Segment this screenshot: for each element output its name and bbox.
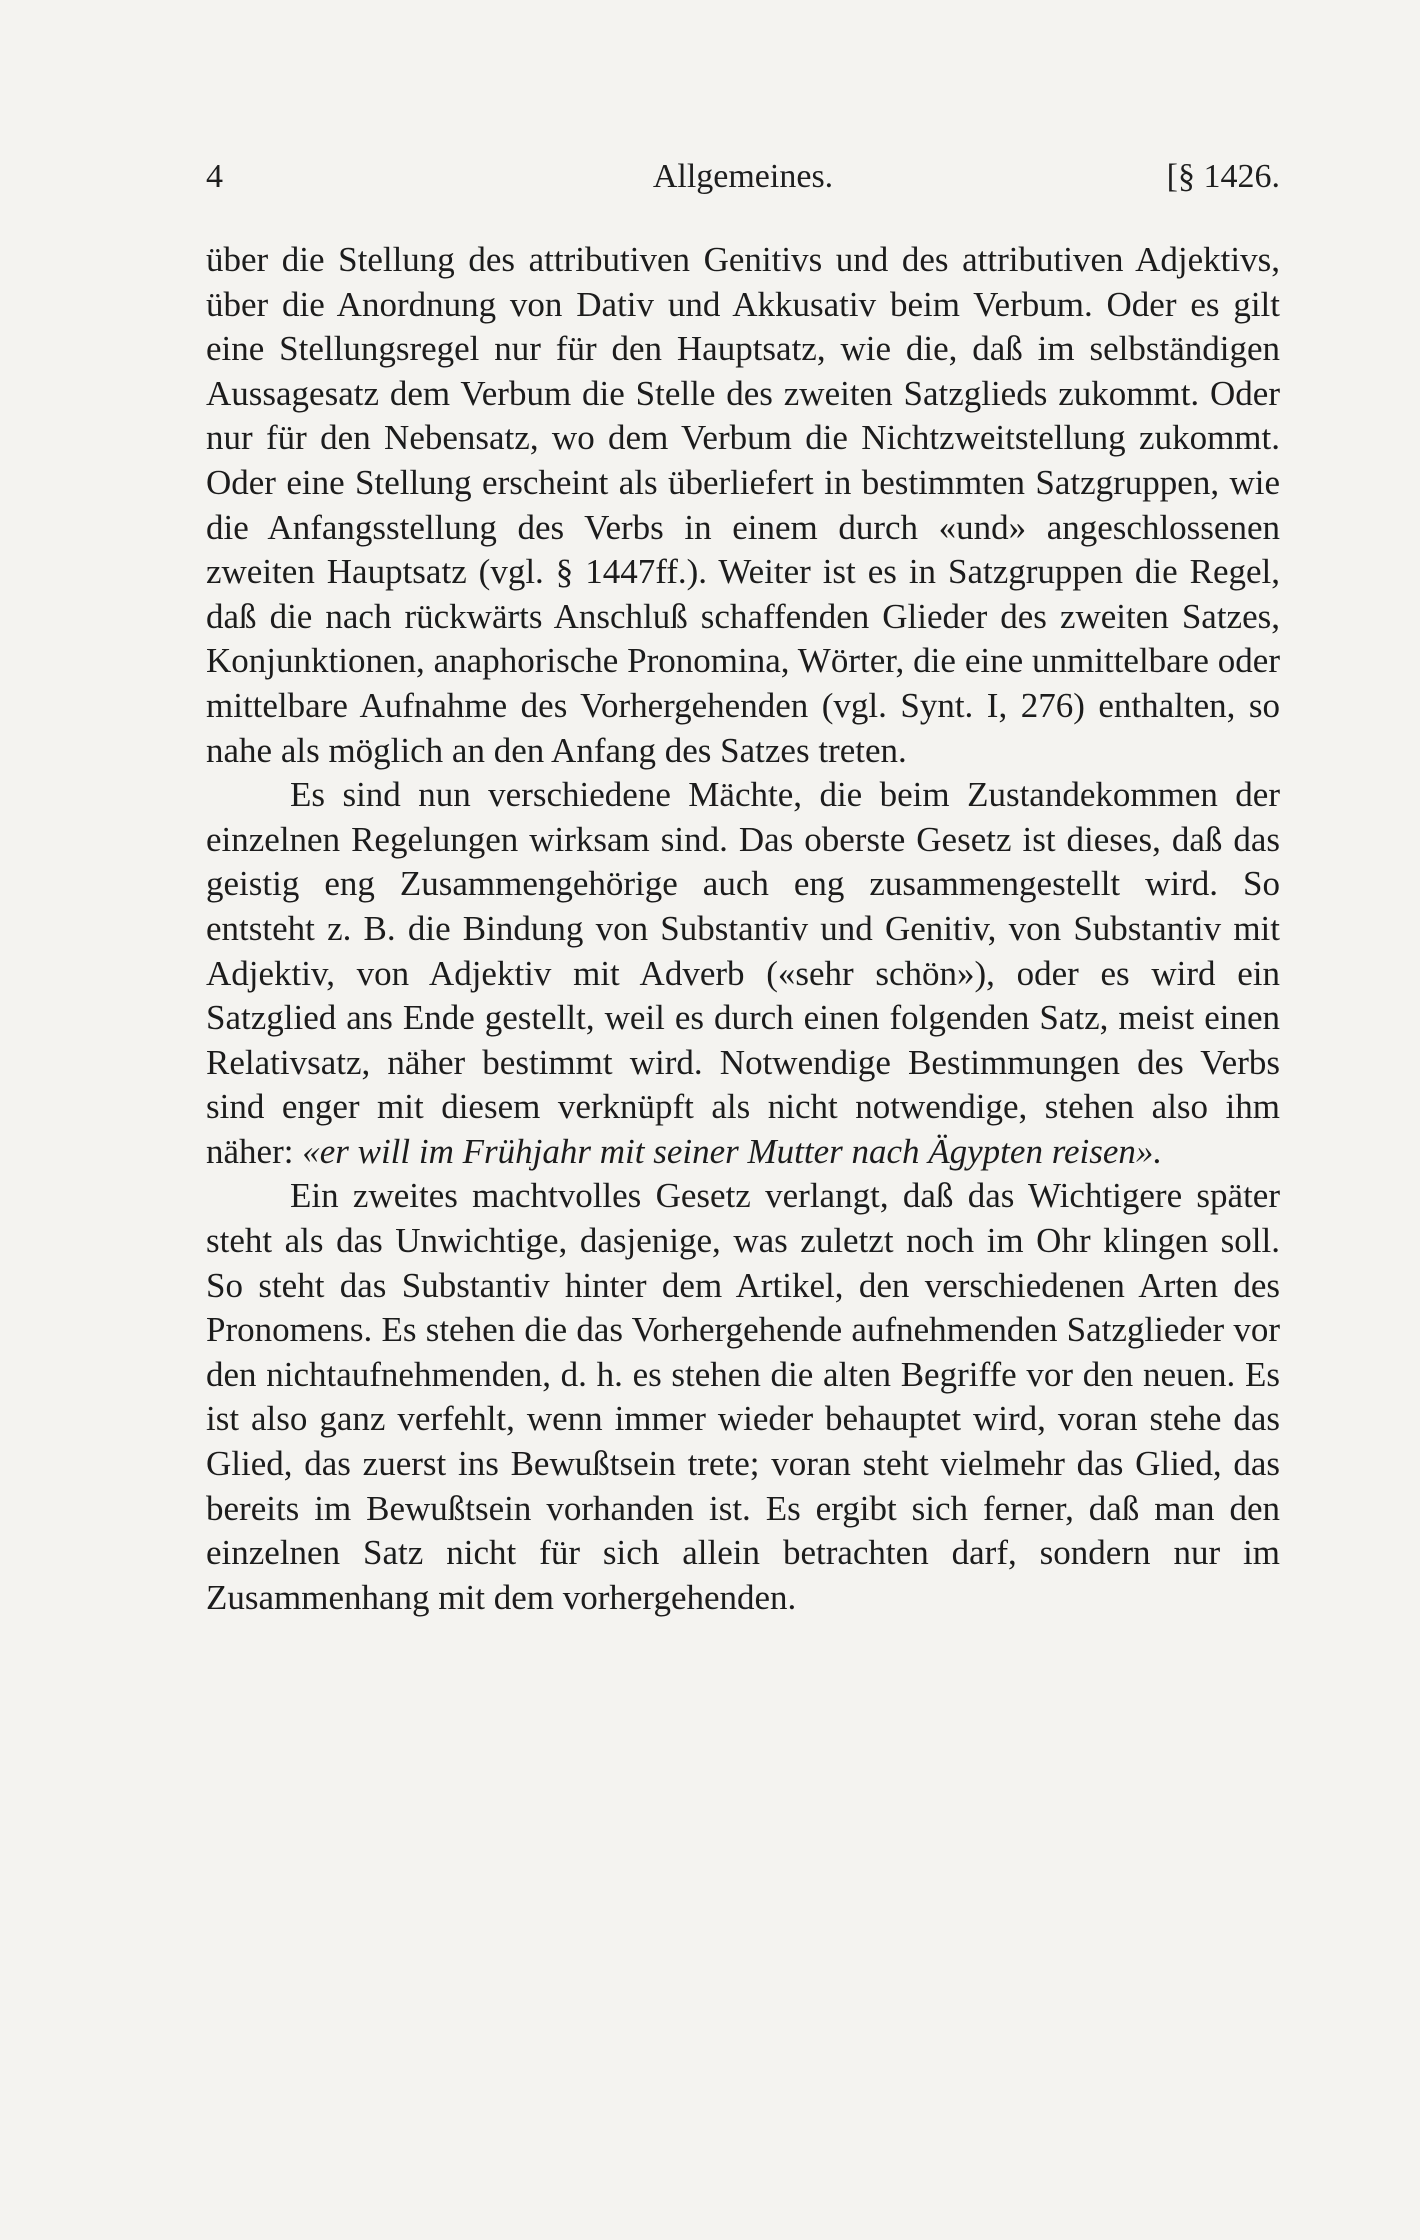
- page-body: [206, 238, 1280, 1620]
- paragraph-2-example: «er will im Frühjahr mit seiner Mutter nach Ägypten reisen».: [302, 1131, 1163, 1171]
- running-title: Allgemeines.: [652, 158, 834, 195]
- page-number: 4: [206, 158, 223, 195]
- section-marker: [§ 1426.: [1166, 158, 1280, 195]
- paragraph-3: [206, 1174, 1280, 1620]
- paragraph-1: [206, 238, 1280, 773]
- running-header: [206, 158, 1280, 202]
- paragraph-1-text: über die Stellung des attributiven Genitivs und des attributiven Adjektivs, über die Anordnung von Dativ und Akkusativ beim Verbum. Oder es gilt eine Stellungsregel nur für den Hauptsatz, wie die, daß im selbständigen Aussagesatz dem Verbum die Stelle des zweiten Satzglieds zukommt. Oder nur für den Nebensatz, wo dem Verbum die Nichtzweitstellung zukommt. Oder eine Stellung erscheint als überliefert in bestimmten Satzgruppen, wie die Anfangsstellung des Verbs in einem durch «und» angeschlossenen zweiten Hauptsatz (vgl. § 1447ff.). Weiter ist es in Satzgruppen die Regel, daß die nach rückwärts Anschluß schaffenden Glieder des zweiten Satzes, Konjunktionen, anaphorische Pronomina, Wörter, die eine unmittelbare oder mittelbare Aufnahme des Vorhergehenden (vgl. Synt. I, 276) enthalten, so nahe als möglich an den Anfang des Satzes treten.: [206, 240, 1280, 770]
- paragraph-2: [206, 773, 1280, 1174]
- paragraph-3-text: Ein zweites machtvolles Gesetz verlangt, daß das Wichtigere später steht als das Unwichtige, dasjenige, was zuletzt noch im Ohr klingen soll. So steht das Substantiv hinter dem Artikel, den verschiedenen Arten des Pronomens. Es stehen die das Vorhergehende aufnehmenden Satzglieder vor den nichtaufnehmenden, d. h. es stehen die alten Begriffe vor den neuen. Es ist also ganz verfehlt, wenn immer wieder behauptet wird, voran stehe das Glied, das zuerst ins Bewußtsein trete; voran steht vielmehr das Glied, das bereits im Bewußtsein vorhanden ist. Es ergibt sich ferner, daß man den einzelnen Satz nicht für sich allein betrachten darf, sondern nur im Zusammenhang mit dem vorhergehenden.: [206, 1176, 1280, 1617]
- paragraph-2-text: Es sind nun verschiedene Mächte, die beim Zustandekommen der einzelnen Regelungen wirksam sind. Das oberste Gesetz ist dieses, daß das geistig eng Zusammengehörige auch eng zusammengestellt wird. So entsteht z. B. die Bindung von Substantiv und Genitiv, von Substantiv mit Adjektiv, von Adjektiv mit Adverb («sehr schön»), oder es wird ein Satzglied ans Ende gestellt, weil es durch einen folgenden Satz, meist einen Relativsatz, näher bestimmt wird. Notwendige Bestimmungen des Verbs sind enger mit diesem verknüpft als nicht notwendige, stehen also ihm näher:: [206, 775, 1280, 1171]
